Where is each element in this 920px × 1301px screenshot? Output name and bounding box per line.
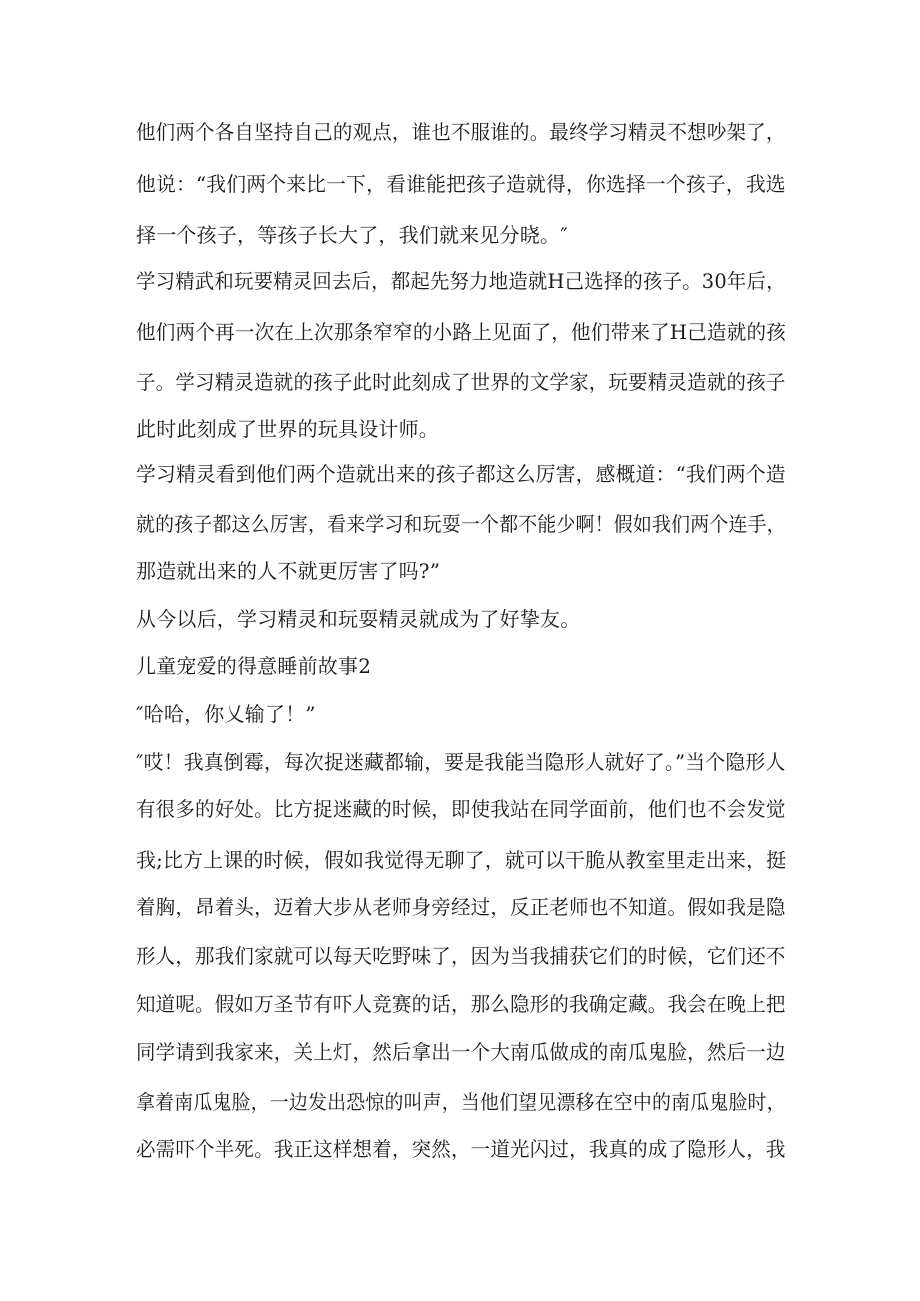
text-line: 他们两个各自坚持自己的观点，谁也不服谁的。最终学习精灵不想吵架了， [136, 120, 786, 144]
text-line: 形人，那我们家就可以每天吃野味了，因为当我捕获它们的时候，它们还不 [136, 944, 786, 968]
text-line: 择一个孩子，等孩子长大了，我们就来见分晓。″ [136, 223, 568, 247]
text-line: ″哈哈，你乂输了！” [136, 702, 316, 726]
text-line: 我;比方上课的时候，假如我觉得无聊了，就可以干脆从教室里走出来，挺 [136, 848, 787, 872]
text-line: 从今以后，学习精灵和玩耍精灵就成为了好挚友。 [136, 607, 581, 631]
text-line: 拿着南瓜鬼脸，一边发出恐惊的叫声，当他们望见漂移在空中的南瓜鬼脸时， [136, 1090, 786, 1114]
text-line: 着胸，昂着头，迈着大步从老师身旁经过，反正老师也不知道。假如我是隐 [136, 895, 786, 919]
text-line: 就的孩子都这么厉害，看来学习和玩耍一个都不能少啊！假如我们两个连手， [136, 512, 786, 536]
text-line: 此时此刻成了世界的玩具设计师。 [136, 417, 439, 441]
text-line: 子。学习精灵造就的孩子此时此刻成了世界的文学家，玩要精灵造就的孩子 [136, 370, 786, 394]
text-line: 学习精灵看到他们两个造就出来的孩子都这么厉害，感概道：“我们两个造 [136, 462, 786, 486]
text-line: 他们两个再一次在上次那条窄窄的小路上见面了，他们带来了H己造就的孩 [136, 320, 787, 344]
text-line: 必需吓个半死。我正这样想着，突然，一道光闪过，我真的成了隐形人，我 [136, 1137, 786, 1161]
text-line: 有很多的好处。比方捉迷藏的时候，即使我站在同学面前，他们也不会发觉 [136, 797, 786, 821]
text-line: 知道呢。假如万圣节有吓人竞赛的话，那么隐形的我确定藏。我会在晚上把 [136, 992, 786, 1016]
text-line: 那造就出来的人不就更厉害了吗?” [136, 559, 441, 583]
text-line: 他说：“我们两个来比一下，看谁能把孩子造就得，你选择一个孩子，我选 [136, 172, 786, 196]
text-line: ″哎！我真倒霉，每次捉迷藏都输，要是我能当隐形人就好了。”当个隐形人 [136, 750, 786, 774]
section-heading: 儿童宠爱的得意睡前故事2 [136, 654, 372, 678]
text-line: 同学请到我家来，关上灯，然后拿出一个大南瓜做成的南瓜鬼脸，然后一边 [136, 1040, 786, 1064]
text-line: 学习精武和玩要精灵回去后，都起先努力地造就H己选择的孩子。30年后， [136, 269, 786, 293]
